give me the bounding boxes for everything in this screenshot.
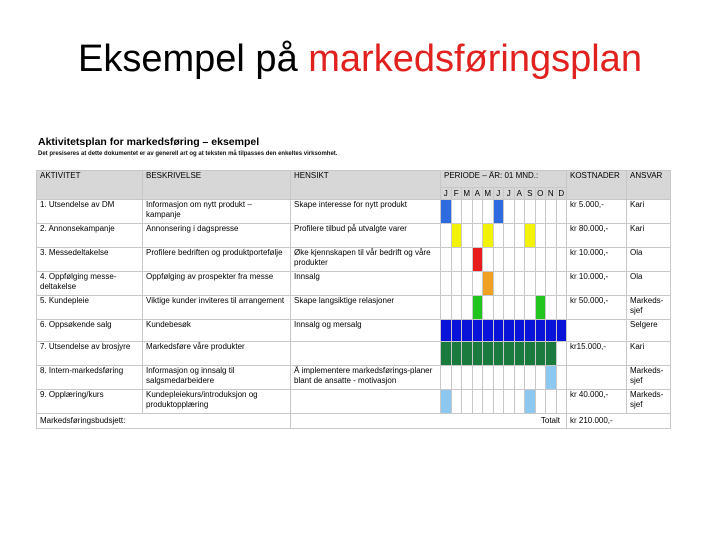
period-cell xyxy=(493,272,504,296)
period-cell xyxy=(483,296,494,320)
description-cell: Annonsering i dagspresse xyxy=(143,224,291,248)
cost-cell: kr 50.000,- xyxy=(567,296,627,320)
table-row xyxy=(37,248,671,272)
cost-cell: kr 10.000,- xyxy=(567,248,627,272)
period-cell xyxy=(535,272,546,296)
month-header: M xyxy=(484,188,492,198)
period-cell xyxy=(441,342,452,366)
period-cell xyxy=(451,390,462,414)
table-row xyxy=(37,342,671,366)
period-cell xyxy=(451,296,462,320)
period-cell xyxy=(451,248,462,272)
purpose-cell: Skape interesse for nytt produkt xyxy=(291,200,441,224)
month-header: O xyxy=(535,188,546,200)
period-cell xyxy=(472,296,483,320)
period-cell xyxy=(504,320,515,342)
budget-label: Markedsføringsbudsjett: xyxy=(37,414,291,429)
period-cell xyxy=(441,200,452,224)
period-cell xyxy=(514,296,525,320)
slide-title-accent: markedsføringsplan xyxy=(308,38,642,80)
month-header: F xyxy=(451,188,462,200)
period-cell xyxy=(462,248,473,272)
period-cell xyxy=(441,320,452,342)
period-cell xyxy=(504,248,515,272)
purpose-cell xyxy=(291,342,441,366)
table-row xyxy=(37,296,671,320)
period-cell xyxy=(493,366,504,390)
period-cell xyxy=(483,272,494,296)
period-cell xyxy=(441,248,452,272)
cost-cell: kr15.000,- xyxy=(567,342,627,366)
period-cell xyxy=(556,320,567,342)
period-cell xyxy=(556,272,567,296)
responsible-cell: Selgere xyxy=(627,320,671,342)
header-costs: KOSTNADER xyxy=(567,171,627,200)
period-cell xyxy=(451,342,462,366)
period-cell xyxy=(462,224,473,248)
month-header: J xyxy=(504,188,515,200)
period-cell xyxy=(472,224,483,248)
period-cell xyxy=(504,342,515,366)
responsible-cell: Kari xyxy=(627,342,671,366)
activity-cell: 9. Opplæring/kurs xyxy=(37,390,143,414)
description-cell: Informasjon om nytt produkt – kampanje xyxy=(143,200,291,224)
period-cell xyxy=(472,390,483,414)
period-cell xyxy=(493,200,504,224)
period-cell xyxy=(546,272,557,296)
period-cell xyxy=(535,224,546,248)
period-cell xyxy=(504,390,515,414)
activity-plan-table xyxy=(36,170,671,429)
month-header: N xyxy=(546,188,557,200)
budget-total-value: kr 210.000,- xyxy=(567,414,671,429)
period-cell xyxy=(483,320,494,342)
purpose-cell: Profilere tilbud på utvalgte varer xyxy=(291,224,441,248)
period-cell xyxy=(525,248,536,272)
purpose-cell: Øke kjennskapen til vår bedrift og våre produkter xyxy=(291,248,441,272)
period-cell xyxy=(535,248,546,272)
period-cell xyxy=(546,320,557,342)
table-row xyxy=(37,390,671,414)
table-row xyxy=(37,320,671,342)
responsible-cell: Markeds-sjef xyxy=(627,366,671,390)
period-cell xyxy=(556,248,567,272)
description-cell: Viktige kunder inviteres til arrangement xyxy=(143,296,291,320)
period-cell xyxy=(514,248,525,272)
period-cell xyxy=(493,320,504,342)
cost-cell: kr 10.000,- xyxy=(567,272,627,296)
header-purpose: HENSIKT xyxy=(291,171,441,200)
activity-cell: 3. Messedeltakelse xyxy=(37,248,143,272)
period-cell xyxy=(556,200,567,224)
period-cell xyxy=(525,296,536,320)
period-cell xyxy=(535,366,546,390)
responsible-cell: Ola xyxy=(627,248,671,272)
activity-cell: 4. Oppfølging messe-deltakelse xyxy=(37,272,143,296)
period-cell xyxy=(525,200,536,224)
period-cell xyxy=(514,390,525,414)
period-cell xyxy=(525,390,536,414)
period-cell xyxy=(556,366,567,390)
period-cell xyxy=(556,296,567,320)
cost-cell: kr 40.000,- xyxy=(567,390,627,414)
slide-title xyxy=(0,38,720,81)
cost-cell: kr 5.000,- xyxy=(567,200,627,224)
period-cell xyxy=(441,224,452,248)
description-cell: Oppfølging av prospekter fra messe xyxy=(143,272,291,296)
period-cell xyxy=(493,296,504,320)
purpose-cell: Innsalg xyxy=(291,272,441,296)
period-cell xyxy=(451,272,462,296)
responsible-cell: Kari xyxy=(627,224,671,248)
period-cell xyxy=(483,366,494,390)
period-cell xyxy=(556,390,567,414)
month-header: S xyxy=(525,188,536,200)
activity-cell: 2. Annonsekampanje xyxy=(37,224,143,248)
period-cell xyxy=(525,342,536,366)
responsible-cell: Kari xyxy=(627,200,671,224)
description-cell: Informasjon og innsalg til salgsmedarbeidere xyxy=(143,366,291,390)
description-cell: Profilere bedriften og produktportefølje xyxy=(143,248,291,272)
table-header-row xyxy=(37,171,671,188)
period-cell xyxy=(483,200,494,224)
slide-title-prefix: Eksempel på xyxy=(78,38,298,80)
period-cell xyxy=(483,248,494,272)
period-cell xyxy=(535,200,546,224)
cost-cell xyxy=(567,320,627,342)
period-cell xyxy=(504,366,515,390)
budget-total-label: Totalt xyxy=(291,414,567,429)
activity-cell: 5. Kundepleie xyxy=(37,296,143,320)
description-cell: Markedsføre våre produkter xyxy=(143,342,291,366)
period-cell xyxy=(514,224,525,248)
period-cell xyxy=(472,342,483,366)
period-cell xyxy=(525,320,536,342)
period-cell xyxy=(462,390,473,414)
period-cell xyxy=(546,342,557,366)
period-cell xyxy=(546,224,557,248)
period-cell xyxy=(472,320,483,342)
document-subtitle: Det presiseres at dette dokumentet er av generell art og at teksten må tilpasses den enkeltes virksomhet. xyxy=(38,151,338,157)
responsible-cell: Markeds-sjef xyxy=(627,296,671,320)
period-cell xyxy=(451,320,462,342)
period-cell xyxy=(514,342,525,366)
description-cell: Kundebesøk xyxy=(143,320,291,342)
period-cell xyxy=(493,342,504,366)
activity-cell: 1. Utsendelse av DM xyxy=(37,200,143,224)
period-cell xyxy=(462,296,473,320)
period-cell xyxy=(535,320,546,342)
period-cell xyxy=(535,390,546,414)
header-description: BESKRIVELSE xyxy=(143,171,291,200)
period-cell xyxy=(514,366,525,390)
month-header: D xyxy=(556,188,567,200)
period-cell xyxy=(504,296,515,320)
period-cell xyxy=(483,390,494,414)
period-cell xyxy=(462,342,473,366)
period-cell xyxy=(546,390,557,414)
period-cell xyxy=(546,296,557,320)
table-row xyxy=(37,200,671,224)
header-period: PERIODE – ÅR: 01 MND.: xyxy=(441,171,567,188)
period-cell xyxy=(483,342,494,366)
period-cell xyxy=(441,366,452,390)
period-cell xyxy=(462,366,473,390)
period-cell xyxy=(535,342,546,366)
purpose-cell xyxy=(291,390,441,414)
month-header: J xyxy=(441,188,452,200)
purpose-cell: Skape langsiktige relasjoner xyxy=(291,296,441,320)
period-cell xyxy=(535,296,546,320)
activity-cell: 6. Oppsøkende salg xyxy=(37,320,143,342)
period-cell xyxy=(556,224,567,248)
period-cell xyxy=(546,366,557,390)
period-cell xyxy=(441,296,452,320)
period-cell xyxy=(525,224,536,248)
header-activity: AKTIVITET xyxy=(37,171,143,200)
activity-cell: 7. Utsendelse av brosjyre xyxy=(37,342,143,366)
period-cell xyxy=(451,366,462,390)
period-cell xyxy=(472,366,483,390)
table-row xyxy=(37,224,671,248)
period-cell xyxy=(514,272,525,296)
period-cell xyxy=(472,272,483,296)
period-cell xyxy=(483,224,494,248)
purpose-cell: Å implementere markedsførings-planer blant de ansatte - motivasjon xyxy=(291,366,441,390)
month-header: M xyxy=(463,188,471,198)
period-cell xyxy=(472,248,483,272)
period-cell xyxy=(451,224,462,248)
header-responsible: ANSVAR xyxy=(627,171,671,200)
month-header: J xyxy=(493,188,504,200)
period-cell xyxy=(451,200,462,224)
responsible-cell: Ola xyxy=(627,272,671,296)
period-cell xyxy=(493,224,504,248)
description-cell: Kundepleiekurs/introduksjon og produktopplæring xyxy=(143,390,291,414)
table-row xyxy=(37,272,671,296)
month-header: A xyxy=(472,188,483,200)
period-cell xyxy=(504,200,515,224)
period-cell xyxy=(504,272,515,296)
period-cell xyxy=(546,200,557,224)
period-cell xyxy=(493,390,504,414)
period-cell xyxy=(504,224,515,248)
period-cell xyxy=(493,248,504,272)
table-row xyxy=(37,366,671,390)
responsible-cell: Markeds-sjef xyxy=(627,390,671,414)
activity-cell: 8. Intern-markedsføring xyxy=(37,366,143,390)
cost-cell xyxy=(567,366,627,390)
period-cell xyxy=(514,320,525,342)
period-cell xyxy=(525,366,536,390)
period-cell xyxy=(441,390,452,414)
period-cell xyxy=(441,272,452,296)
period-cell xyxy=(462,200,473,224)
budget-footer-row xyxy=(37,414,671,429)
period-cell xyxy=(546,248,557,272)
period-cell xyxy=(462,320,473,342)
period-cell xyxy=(462,272,473,296)
document-title: Aktivitetsplan for markedsføring – eksempel xyxy=(38,136,260,148)
period-cell xyxy=(556,342,567,366)
month-header: A xyxy=(514,188,525,200)
period-cell xyxy=(472,200,483,224)
purpose-cell: Innsalg og mersalg xyxy=(291,320,441,342)
period-cell xyxy=(525,272,536,296)
cost-cell: kr 80.000,- xyxy=(567,224,627,248)
period-cell xyxy=(514,200,525,224)
